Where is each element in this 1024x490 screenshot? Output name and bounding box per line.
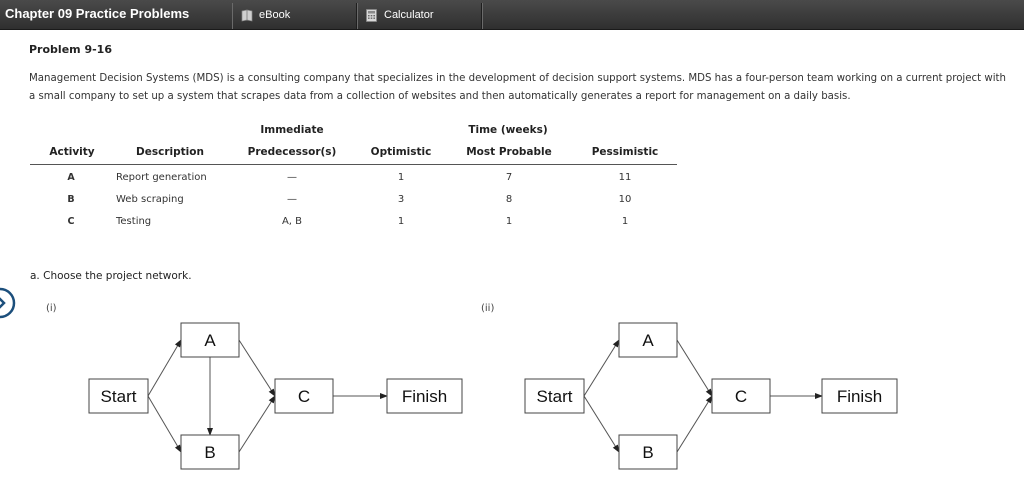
node-b-label: B: [642, 443, 654, 462]
row-b-most-probable: 8: [505, 194, 513, 205]
row-c-optimistic: 1: [397, 216, 405, 227]
calculator-label: Calculator: [384, 9, 434, 21]
question-prompt: a. Choose the project network.: [30, 270, 192, 282]
header-immediate: Immediate: [260, 124, 324, 136]
node-a-label: A: [642, 331, 654, 350]
row-b-predecessor: —: [287, 194, 297, 205]
header-most-probable: Most Probable: [466, 146, 552, 158]
row-c-most-probable: 1: [505, 216, 513, 227]
edge-a-c: [677, 340, 712, 396]
row-b-pessimistic: 10: [618, 194, 632, 205]
row-c-description: Testing: [116, 216, 152, 227]
node-start-label: Start: [100, 387, 137, 406]
node-c-label: C: [734, 387, 748, 406]
row-b-activity: B: [67, 194, 75, 205]
row-c-activity: C: [67, 216, 75, 227]
edge-b-c: [239, 396, 275, 452]
ebook-label: eBook: [259, 9, 291, 21]
row-c-predecessor: A, B: [281, 216, 303, 227]
header-optimistic: Optimistic: [370, 146, 432, 158]
header-predecessors: Predecessor(s): [247, 146, 337, 158]
node-start-label: Start: [536, 387, 573, 406]
network-option-i[interactable]: [89, 323, 462, 469]
row-c-pessimistic: 1: [621, 216, 629, 227]
row-a-predecessor: —: [287, 172, 297, 183]
edge-b-c: [677, 396, 712, 452]
node-finish-label: Finish: [836, 387, 883, 406]
node-a-label: A: [204, 331, 216, 350]
header-time-weeks: Time (weeks): [468, 124, 548, 136]
network-option-ii[interactable]: [525, 323, 897, 469]
node-b-label: B: [204, 443, 216, 462]
row-a-activity: A: [67, 172, 75, 183]
option-ii-label: (ii): [481, 303, 495, 314]
row-a-description: Report generation: [116, 172, 207, 183]
problem-title: Problem 9-16: [29, 43, 112, 56]
edge-start-b: [148, 396, 181, 452]
node-finish-label: Finish: [401, 387, 448, 406]
row-a-optimistic: 1: [397, 172, 405, 183]
chapter-title: Chapter 09 Practice Problems: [5, 6, 190, 21]
header-description: Description: [136, 146, 204, 158]
header-activity: Activity: [49, 146, 95, 158]
row-a-pessimistic: 11: [618, 172, 632, 183]
edge-start-a: [148, 340, 181, 396]
edge-start-a: [584, 340, 619, 396]
row-b-description: Web scraping: [116, 194, 184, 205]
edge-start-b: [584, 396, 619, 452]
option-i-label: (i): [46, 303, 57, 314]
row-b-optimistic: 3: [397, 194, 405, 205]
row-a-most-probable: 7: [505, 172, 513, 183]
node-c-label: C: [297, 387, 311, 406]
problem-description: Management Decision Systems (MDS) is a consulting company that specializes in the development of decision support systems. MDS has a four-person team working on a current project with a small company to set up a system that scrapes data from a collection of websites and then automatically generates a report for management on a daily basis.: [29, 73, 1006, 102]
header-pessimistic: Pessimistic: [591, 146, 659, 158]
edge-a-c: [239, 340, 275, 396]
